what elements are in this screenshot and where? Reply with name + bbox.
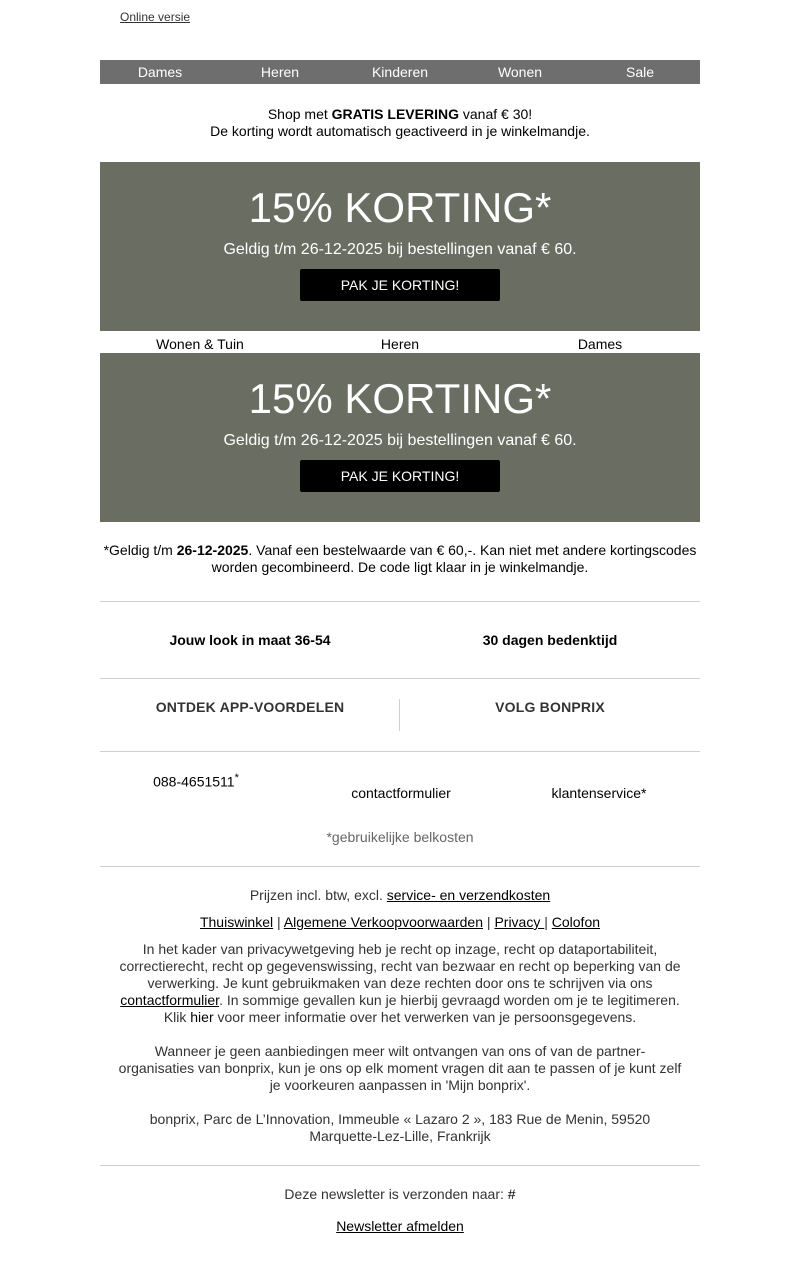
separator: | <box>273 914 284 930</box>
category-row <box>100 331 700 353</box>
category-wonen-tuin[interactable]: Wonen & Tuin <box>156 336 244 352</box>
free-delivery-promo <box>0 106 800 140</box>
divider <box>100 751 700 752</box>
get-discount-button[interactable]: PAK JE KORTING! <box>300 269 500 301</box>
optout-line-1: Wanneer je geen aanbiedingen meer wilt ontvangen van ons of van de partner- <box>154 1043 646 1059</box>
nav-item-dames[interactable]: Dames <box>137 64 183 80</box>
divider <box>100 678 700 679</box>
footer-links <box>100 914 700 931</box>
customer-service-link[interactable]: klantenservice* <box>551 785 647 801</box>
divider <box>100 601 700 602</box>
privacy-line-5-prefix: Klik <box>163 1009 191 1025</box>
company-address <box>100 1111 700 1145</box>
app-benefits-link[interactable]: ONTDEK APP-VOORDELEN <box>155 699 345 715</box>
privacy-contact-form-link[interactable]: contactformulier <box>120 992 220 1008</box>
call-cost-note: *gebruikelijke belkosten <box>326 829 474 845</box>
promo-bold: GRATIS LEVERING <box>331 106 459 122</box>
promo-prefix: Shop met <box>267 106 332 122</box>
promo-line-2: De korting wordt automatisch geactiveerd in je winkelmandje. <box>210 123 590 139</box>
disclaimer-prefix: *Geldig t/m <box>103 542 177 558</box>
phone-number[interactable] <box>96 772 296 790</box>
privacy-line-3: verwerking. Je kunt gebruikmaken van deze rechten door ons te schrijven via ons <box>147 975 653 991</box>
disclaimer-date: 26-12-2025 <box>176 542 249 558</box>
privacy-line-1: In het kader van privacywetgeving heb je recht op inzage, recht op dataportabiliteit, <box>142 941 658 957</box>
category-dames[interactable]: Dames <box>577 336 623 352</box>
privacy-line-4-rest: . In sommige gevallen kun je hierbij gevraagd worden om je te legitimeren. <box>219 992 680 1008</box>
divider <box>100 1165 700 1166</box>
privacy-line-5 <box>100 1009 700 1026</box>
follow-bonprix-link[interactable]: VOLG BONPRIX <box>495 699 605 715</box>
opt-out-text <box>100 1043 700 1094</box>
privacy-line-5-rest: voor meer informatie over het verwerken van je persoonsgegevens. <box>213 1009 637 1025</box>
unsubscribe-link[interactable]: Newsletter afmelden <box>336 1218 464 1234</box>
privacy-line-2: correctierecht, recht op gegevenswissing, recht van bezwaar en recht op beperking van de <box>119 958 681 974</box>
banner-subtitle: Geldig t/m 26-12-2025 bij bestellingen vanaf € 60. <box>223 432 577 449</box>
promo-suffix: vanaf € 30! <box>458 106 533 122</box>
sent-to-value: # <box>507 1186 516 1202</box>
address-line-2: Marquette-Lez-Lille, Frankrijk <box>309 1128 491 1144</box>
online-version-link[interactable]: Online versie <box>120 10 191 24</box>
discount-banner-2[interactable] <box>100 353 700 522</box>
prices-prefix: Prijzen incl. btw, excl. <box>249 887 387 903</box>
promo-line-1 <box>0 106 800 123</box>
separator: | <box>544 914 552 930</box>
optout-line-2: organisaties van bonprix, kun je ons op elk moment vragen dit aan te passen of je kunt zelf <box>118 1060 682 1076</box>
separator: | <box>483 914 495 930</box>
phone-text: 088-4651511 <box>153 773 235 790</box>
nav-item-kinderen[interactable]: Kinderen <box>371 64 429 80</box>
terms-link[interactable]: Algemene Verkoopvoorwaarden <box>283 914 484 930</box>
privacy-text <box>100 941 700 1026</box>
nav-item-wonen[interactable]: Wonen <box>497 64 543 80</box>
banner-subtitle: Geldig t/m 26-12-2025 bij bestellingen vanaf € 60. <box>223 241 577 258</box>
usp-size-range: Jouw look in maat 36-54 <box>169 632 331 648</box>
usp-return-period: 30 dagen bedenktijd <box>482 632 618 648</box>
disclaimer-line-1 <box>100 542 700 559</box>
privacy-line-4 <box>100 992 700 1009</box>
phone-mark: * <box>234 772 239 784</box>
category-heren[interactable]: Heren <box>380 336 420 352</box>
privacy-here-link[interactable]: hier <box>190 1009 214 1025</box>
nav-item-heren[interactable]: Heren <box>260 64 300 80</box>
privacy-link[interactable]: Privacy <box>494 914 545 930</box>
discount-banner-1[interactable] <box>100 162 700 331</box>
banner-title: 15% KORTING* <box>248 375 552 422</box>
prices-note <box>100 887 700 904</box>
address-line-1: bonprix, Parc de L’Innovation, Immeuble « Lazaro 2 », 183 Rue de Menin, 59520 <box>149 1111 651 1127</box>
main-nav <box>100 60 700 84</box>
sent-to-note <box>100 1186 700 1203</box>
optout-line-3: je voorkeuren aanpassen in 'Mijn bonprix'. <box>269 1077 531 1093</box>
disclaimer-rest: . Vanaf een bestelwaarde van € 60,-. Kan niet met andere kortingscodes <box>248 542 697 558</box>
disclaimer-line-2: worden gecombineerd. De code ligt klaar in je winkelmandje. <box>211 559 589 575</box>
sent-to-prefix: Deze newsletter is verzonden naar: <box>284 1186 508 1202</box>
colofon-link[interactable]: Colofon <box>551 914 601 930</box>
unsubscribe-row <box>100 1218 700 1235</box>
thuiswinkel-link[interactable]: Thuiswinkel <box>199 914 274 930</box>
contact-form-link[interactable]: contactformulier <box>351 785 451 801</box>
banner-title: 15% KORTING* <box>248 184 552 231</box>
divider <box>100 866 700 867</box>
discount-disclaimer <box>100 542 700 576</box>
get-discount-button[interactable]: PAK JE KORTING! <box>300 460 500 492</box>
nav-item-sale[interactable]: Sale <box>625 64 655 80</box>
shipping-costs-link[interactable]: service- en verzendkosten <box>386 887 551 903</box>
